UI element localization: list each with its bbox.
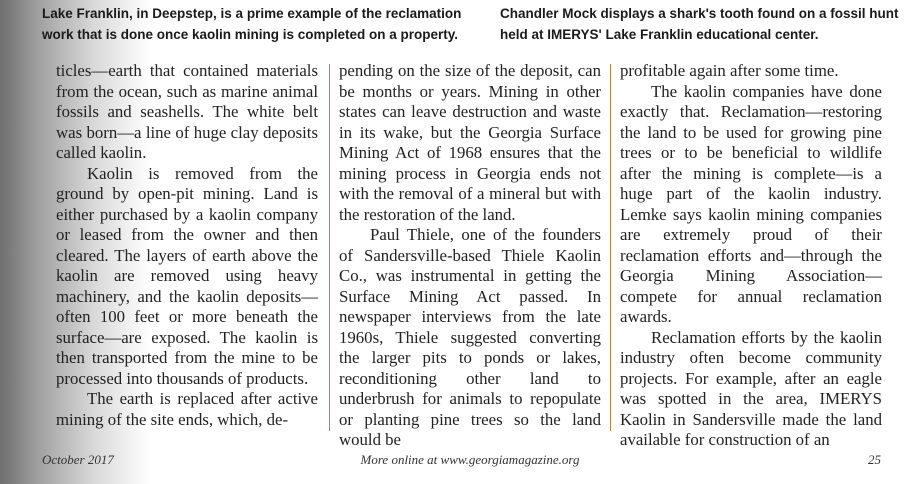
col3-paragraph-3: Reclamation efforts by the kaolin industry often become community projects. For example, after an eagle was spotted in the area, IMERYS Kaolin in Sandersville made the land available for construction of an — [620, 327, 882, 449]
column-divider-2 — [610, 64, 611, 431]
col3-paragraph-2: The kaolin companies have done exactly that. Reclamation—restoring the land to be used for growing pine trees or to be beneficial to wildlife after the mining is complete—is a huge part of the kaolin industry. Lemke says kaolin mining companies are extremely proud of their reclamation efforts and—through the Georgia Mining Association—compete for annual reclamation awards. — [620, 81, 882, 326]
column-divider-1 — [329, 64, 330, 431]
article-column-1 — [56, 61, 318, 430]
footer-issue-date: October 2017 — [42, 452, 114, 467]
col1-paragraph-2: Kaolin is removed from the ground by open-pit mining. Land is either purchased by a kaolin company or leased from the owner and then cleared. The layers of earth above the kaolin are removed using heavy machinery, and the kaolin deposits—often 100 feet or more beneath the surface—are exposed. The kaolin is then transported from the mine to be processed into thousands of products. — [56, 163, 318, 388]
col2-paragraph-1: pending on the size of the deposit, can be months or years. Mining in other states can leave destruction and waste in its wake, but the Georgia Surface Mining Act of 1968 ensures that the mining process in Georgia ends not with the removal of a mineral but with the restoration of the land. — [339, 61, 601, 224]
col2-paragraph-2: Paul Thiele, one of the founders of Sandersville-based Thiele Kaolin Co., was instrumental in getting the Surface Mining Act passed. In newspaper interviews from the late 1960s, Thiele suggested converting the larger pits to ponds or lakes, reconditioning other land to underbrush for animals to repopulate or planting pine trees so the land would be — [339, 225, 601, 449]
footer-website-link[interactable]: More online at www.georgiamagazine.org — [360, 452, 580, 467]
photo-caption-lake-franklin: Lake Franklin, in Deepstep, is a prime example of the reclamation work that is done once kaolin mining is completed on a property. — [42, 6, 462, 42]
article-column-2 — [339, 61, 601, 451]
col1-paragraph-1: ticles—earth that contained materials from the ocean, such as marine animal fossils and seashells. The white belt was born—a line of huge clay deposits called kaolin. — [56, 61, 318, 162]
article-column-3 — [620, 61, 882, 451]
photo-caption-chandler-mock: Chandler Mock displays a shark's tooth found on a fossil hunt held at IMERYS' Lake Franklin educational center. — [500, 6, 899, 42]
footer-page-number: 25 — [868, 452, 881, 467]
col1-paragraph-3: The earth is replaced after active mining of the site ends, which, de- — [56, 389, 318, 429]
col3-paragraph-1: profitable again after some time. — [620, 61, 839, 80]
